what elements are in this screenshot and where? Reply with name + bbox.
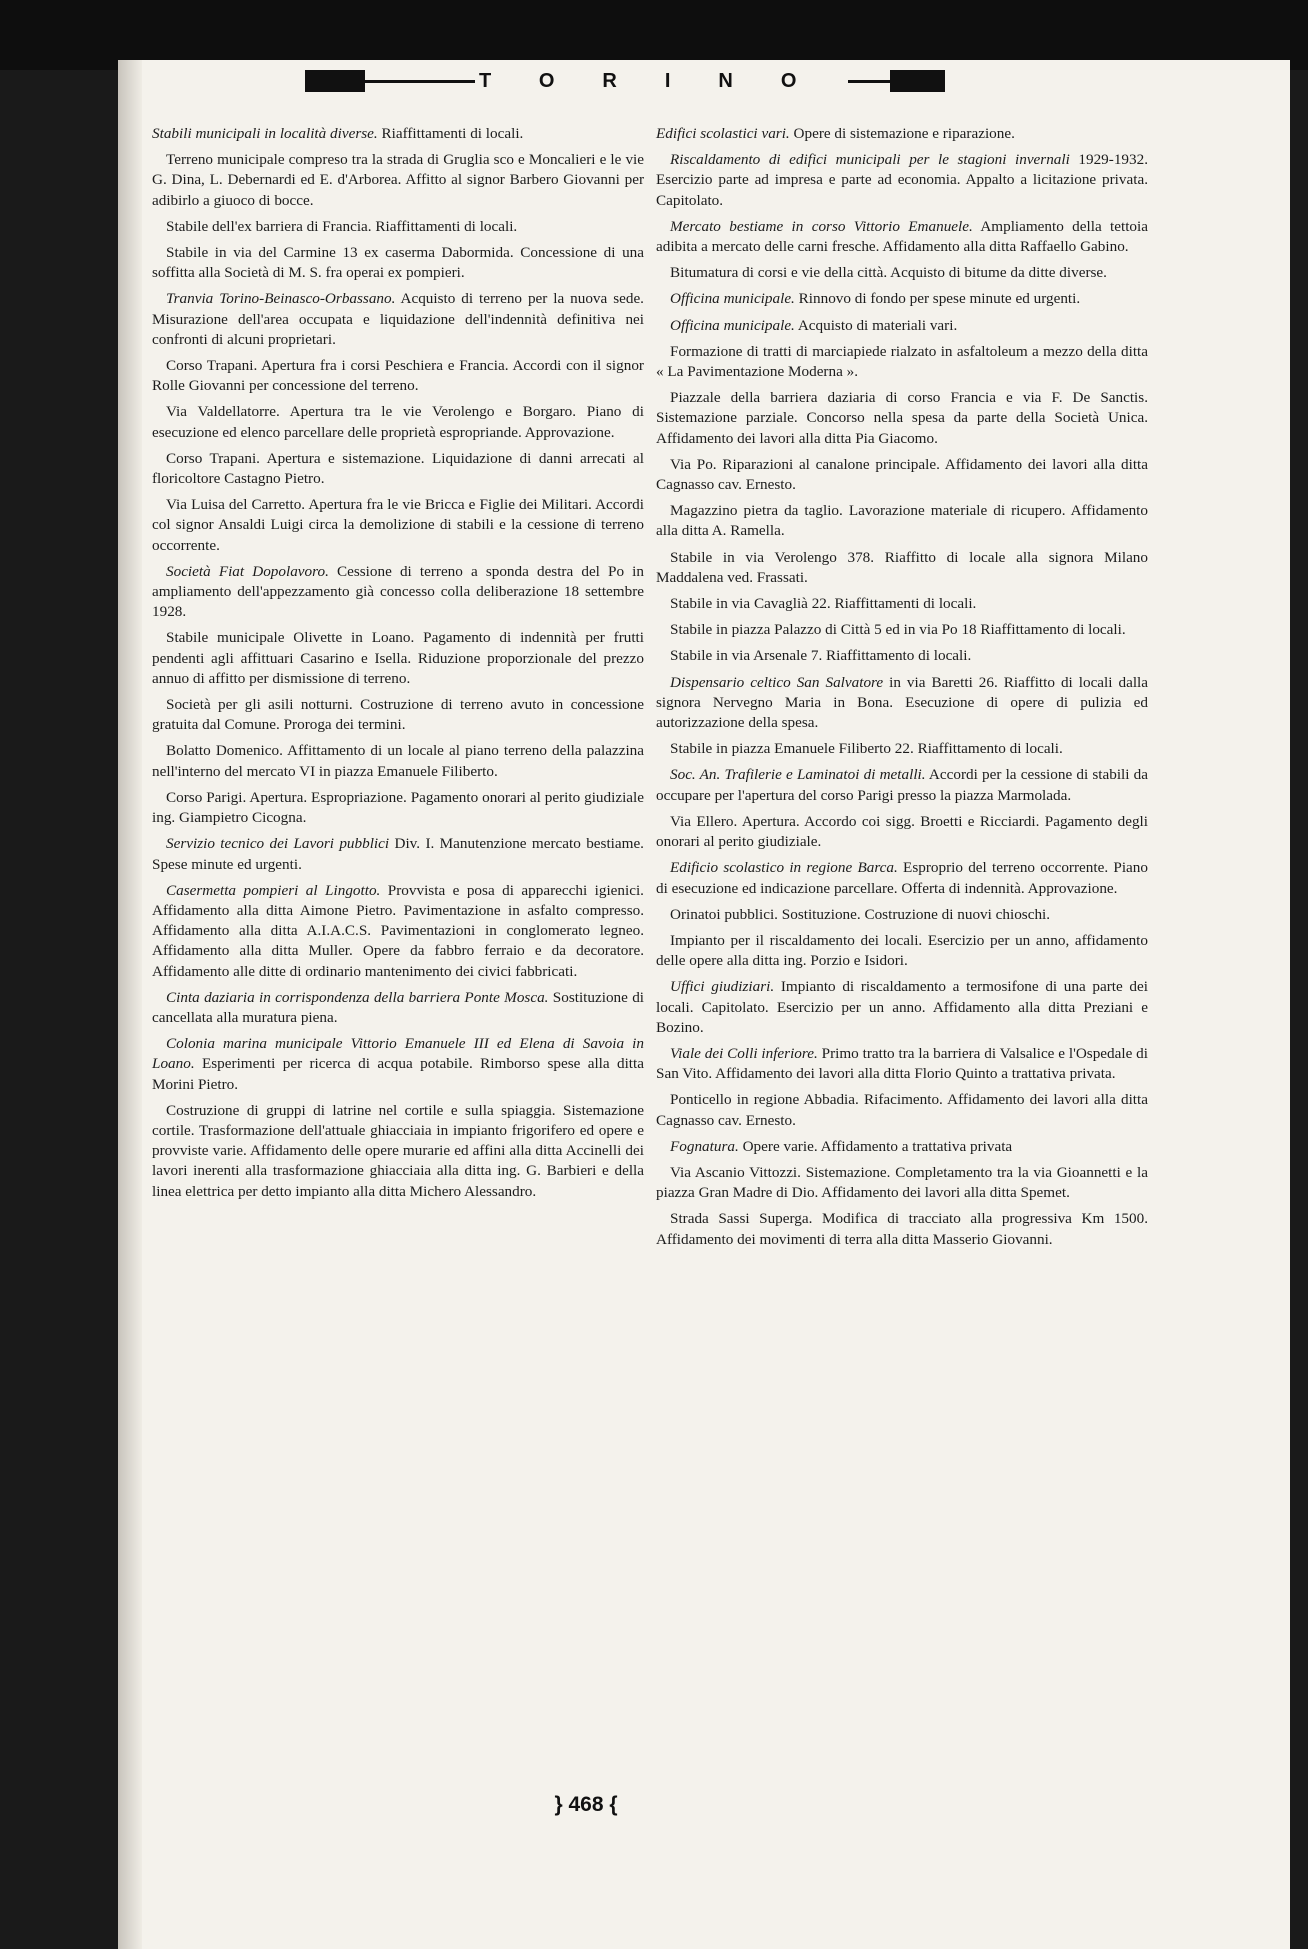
paragraph [656,620,1148,640]
running-title: TORINO [475,70,848,92]
paragraph-text: Riaffittamenti di locali. [377,125,524,142]
paragraph-text: 1929-1932. Esercizio parte ad impresa e parte ad economia. Appalto a licitazione privata. Capitolato. [656,151,1148,209]
paragraph-text: Stabile municipale Olivette in Loano. Pagamento di indennità per frutti pendenti agli affittuari Casarino e Isella. Riduzione proporzionale del prezzo annuo di affitto per dismissione di terreno. [152,629,644,687]
paragraph-text: Div. I. Manutenzione mercato bestiame. Spese minute ed urgenti. [152,835,644,873]
paragraph-text: Strada Sassi Superga. Modifica di tracciato alla progressiva Km 1500. Affidamento dei movimenti di terra alla ditta Masserio Giovanni. [656,1210,1148,1248]
paragraph-text: Acquisto di terreno per la nuova sede. Misurazione dell'area occupata e liquidazione dell'indennità definitiva nei confronti di alcuni proprietari. [152,290,644,348]
italic-heading: Officina municipale. [670,316,795,334]
paragraph [656,858,1148,898]
paragraph [656,1090,1148,1130]
paragraph [152,124,644,144]
paragraph-text: Società per gli asili notturni. Costruzione di terreno avuto in concessione gratuita dal Comune. Proroga dei termini. [152,696,644,734]
italic-heading: Soc. An. Trafilerie e Laminatoi di metalli. [670,766,926,784]
paragraph [656,1137,1148,1157]
paragraph [152,356,644,396]
folio-bracket-right: { [609,1793,618,1816]
paragraph [152,449,644,489]
paragraph-text: Piazzale della barriera daziaria di corso Francia e via F. De Sanctis. Sistemazione parziale. Concorso nella spesa da parte della Società Unica. Affidamento dei lavori alla ditta Pia Giacomo. [656,389,1148,447]
paragraph-text: Via Luisa del Carretto. Apertura fra le vie Bricca e Figlie dei Militari. Accordi col signor Ansaldi Luigi circa la demolizione di stabili e la cessione di terreno occorrente. [152,496,644,554]
paragraph [656,124,1148,144]
paragraph [152,243,644,283]
paragraph-text: Ponticello in regione Abbadia. Rifacimento. Affidamento dei lavori alla ditta Cagnasso cav. Ernesto. [656,1091,1148,1129]
folio-bracket-left: } [554,1793,563,1816]
paragraph [656,217,1148,257]
italic-heading: Riscaldamento di edifici municipali per le stagioni invernali [670,151,1070,169]
paragraph-text: Impianto per il riscaldamento dei locali. Esercizio per un anno, affidamento delle opere alla ditta ing. Porzio e Isidori. [656,931,1148,970]
italic-heading: Casermetta pompieri al Lingotto. [166,881,381,899]
paragraph-text: in via Baretti 26. Riaffitto di locali dalla signora Nervegno Maria in Bona. Esecuzione di opere di pulizia ed autorizzazione della spesa. [656,673,1148,732]
paragraph-text: Impianto di riscaldamento a termosifone di una parte dei locali. Capitolato. Esercizio per un anno. Affidamento alla ditta Preziani e Bozino. [656,978,1148,1036]
paragraph [656,977,1148,1038]
paragraph-text: Provvista e posa di apparecchi igienici. Affidamento alla ditta Aimone Pietro. Pavimentazione in asfalto compresso. Affidamento alla ditta A.I.A.C.S. Pavimentazioni in conglomerato legneo. Affidamento alla ditta Muller. Opere da fabbro ferraio e da decoratore. Affidamento alle ditte di ordinario mantenimento dei civici fabbricati. [152,881,644,980]
italic-heading: Officina municipale. [670,290,795,308]
paragraph [656,673,1148,734]
paragraph-text: Via Po. Riparazioni al canalone principale. Affidamento dei lavori alla ditta Cagnasso cav. Ernesto. [656,455,1148,494]
paragraph-text: Terreno municipale compreso tra la strada di Gruglia sco e Moncalieri e le vie G. Dina, L. Debernardi ed E. d'Arborea. Affitto al signor Barbero Giovanni per adibirlo a giuoco di bocce. [152,151,644,209]
paragraph-text: Primo tratto tra la barriera di Valsalice e l'Ospedale di San Vito. Affidamento dei lavori alla ditta Florio Quinto a trattativa privata. [656,1044,1148,1083]
italic-heading: Società Fiat Dopolavoro. [166,562,329,580]
italic-heading: Viale dei Colli inferiore. [670,1044,818,1062]
paragraph-text: Cessione di terreno a sponda destra del Po in ampliamento dell'appezzamento già concesso colla deliberazione 18 settembre 1928. [152,562,644,621]
left-column [152,124,644,1208]
paragraph [152,695,644,735]
header-ornament-right [890,70,945,92]
paragraph [656,263,1148,283]
paragraph [656,931,1148,971]
paragraph-text: Orinatoi pubblici. Sostituzione. Costruzione di nuovi chioschi. [670,905,1051,923]
paragraph [152,628,644,689]
paragraph [656,150,1148,211]
paragraph-text: Bitumatura di corsi e vie della città. Acquisto di bitume da ditte diverse. [670,264,1107,282]
paragraph [656,1044,1148,1084]
paragraph [656,1163,1148,1203]
paragraph-text: Opere di sistemazione e riparazione. [789,125,1015,142]
italic-heading: Cinta daziaria in corrispondenza della barriera Ponte Mosca. [166,988,549,1006]
header-ornament-left [305,70,365,92]
italic-heading: Uffici giudiziari. [670,978,775,996]
page-number: 468 [568,1793,604,1816]
paragraph [152,289,644,350]
paragraph [656,646,1148,666]
paragraph [152,788,644,828]
italic-heading: Stabili municipali in località diverse. [152,125,378,142]
paragraph-text: Ampliamento della tettoia adibita a mercato delle carni fresche. Affidamento alla ditta Raffaello Gabino. [656,217,1148,256]
paragraph [656,501,1148,541]
paragraph [152,562,644,623]
paragraph-text: Stabile in via del Carmine 13 ex caserma Dabormida. Concessione di una soffitta alla Società di M. S. fra operai ex pompieri. [152,244,644,282]
italic-heading: Mercato bestiame in corso Vittorio Emanuele. [670,217,973,235]
italic-heading: Fognatura. [670,1137,739,1155]
right-column [656,124,1148,1256]
paragraph-text: Stabile dell'ex barriera di Francia. Riaffittamenti di locali. [166,217,518,235]
paragraph-text: Stabile in via Cavaglià 22. Riaffittamenti di locali. [670,595,977,613]
paragraph [656,765,1148,805]
italic-heading: Edificio scolastico in regione Barca. [670,859,898,877]
paragraph [656,342,1148,382]
paragraph-text: Rinnovo di fondo per spese minute ed urgenti. [794,290,1081,308]
paragraph [656,316,1148,336]
running-header [305,70,945,92]
paragraph [656,289,1148,309]
paragraph-text: Costruzione di gruppi di latrine nel cortile e sulla spiaggia. Sistemazione cortile. Trasformazione dell'attuale ghiacciaia in impianto frigorifero ed opere e provviste varie. Affidamento delle opere murarie ed affini alla ditta Accinelli dei lavori inerenti alla trasformazione ghiacciaia alla ditta ing. G. Barbieri e della linea elettrica per detto impianto alla ditta Michero Alessandro. [152,1101,644,1200]
paragraph-text: Corso Parigi. Apertura. Espropriazione. Pagamento onorari al perito giudiziale ing. Giampietro Cicogna. [152,788,644,827]
paragraph-text: Corso Trapani. Apertura e sistemazione. Liquidazione di danni arrecati al floricoltore Castagno Pietro. [152,449,644,488]
page-spine-shadow [118,60,142,1949]
paragraph [152,834,644,874]
paragraph-text: Via Ascanio Vittozzi. Sistemazione. Completamento tra la via Gioannetti e la piazza Gran Madre di Dio. Affidamento dei lavori alla ditta Spemet. [656,1163,1148,1202]
page-number-footer [0,1793,1172,1817]
paragraph [152,402,644,442]
paragraph-text: Stabile in via Verolengo 378. Riaffitto di locale alla signora Milano Maddalena ved. Frassati. [656,548,1148,586]
italic-heading: Edifici scolastici vari. [656,125,790,142]
paragraph-text: Acquisto di materiali vari. [794,316,958,334]
paragraph-text: Formazione di tratti di marciapiede rialzato in asfaltoleum a mezzo della ditta « La Pavimentazione Moderna ». [656,342,1148,381]
paragraph-text: Magazzino pietra da taglio. Lavorazione materiale di ricupero. Affidamento alla ditta A. Ramella. [656,502,1148,540]
paragraph [152,150,644,211]
paragraph [656,594,1148,614]
paragraph-text: Sostituzione di cancellata alla muratura piena. [152,988,645,1026]
paragraph-text: Stabile in via Arsenale 7. Riaffittamento di locali. [670,647,972,665]
italic-heading: Dispensario celtico San Salvatore [670,673,884,691]
paragraph-text: Stabile in piazza Emanuele Filiberto 22. Riaffittamento di locali. [670,740,1063,758]
paragraph-text: Accordi per la cessione di stabili da occupare per l'apertura del corso Parigi presso la piazza Marmolada. [656,766,1148,804]
paragraph-text: Bolatto Domenico. Affittamento di un locale al piano terreno della palazzina nell'interno del mercato VI in piazza Emanuele Filiberto. [152,742,644,780]
paragraph [152,881,644,982]
italic-heading: Servizio tecnico dei Lavori pubblici [166,835,390,853]
paragraph [152,1034,644,1095]
paragraph [656,739,1148,759]
paragraph [656,548,1148,588]
paragraph-text: Via Ellero. Apertura. Accordo coi sigg. Broetti e Ricciardi. Pagamento degli onorari al perito giudiziale. [656,812,1148,851]
paragraph [152,741,644,781]
paragraph-text: Via Valdellatorre. Apertura tra le vie Verolengo e Borgaro. Piano di esecuzione ed elenco parcellare delle proprietà espropriande. Approvazione. [152,403,644,441]
paragraph-text: Esproprio del terreno occorrente. Piano di esecuzione ed indicazione parcellare. Offerta di indennità. Approvazione. [656,859,1148,897]
paragraph-text: Esperimenti per ricerca di acqua potabile. Rimborso spese alla ditta Morini Pietro. [152,1055,644,1093]
paragraph-text: Corso Trapani. Apertura fra i corsi Peschiera e Francia. Accordi con il signor Rolle Giovanni per concessione del terreno. [152,357,644,395]
paragraph [656,455,1148,495]
paragraph [656,812,1148,852]
paragraph-text: Stabile in piazza Palazzo di Città 5 ed in via Po 18 Riaffittamento di locali. [670,621,1126,639]
paragraph [152,1101,644,1202]
paragraph [656,905,1148,925]
paragraph [152,988,644,1028]
paragraph [656,1209,1148,1249]
paragraph [656,388,1148,449]
paragraph [152,217,644,237]
paragraph [152,495,644,556]
italic-heading: Tranvia Torino-Beinasco-Orbassano. [166,290,396,308]
paragraph-text: Opere varie. Affidamento a trattativa privata [738,1137,1013,1155]
italic-heading: Colonia marina municipale Vittorio Emanuele III ed Elena di Savoia in Loano. [152,1035,644,1073]
